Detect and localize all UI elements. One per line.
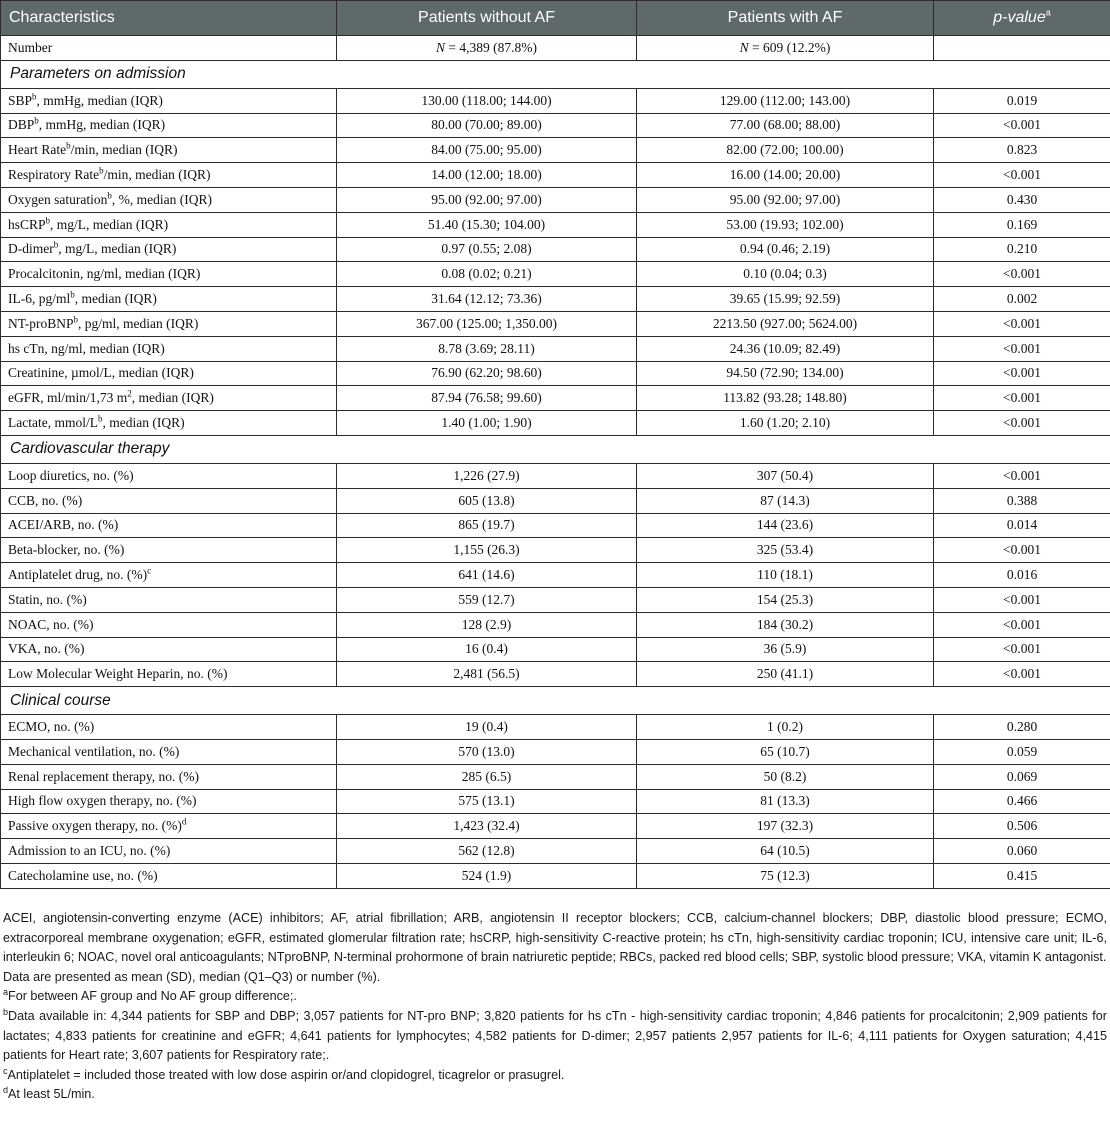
cell-pvalue: 0.002	[934, 287, 1110, 312]
footnote-c-marker: c	[3, 1065, 8, 1076]
row-label	[1, 612, 337, 637]
row-label-suffix: , median (IQR)	[74, 291, 157, 307]
cell-pvalue: 0.415	[934, 863, 1110, 888]
row-label-text: Respiratory Rate	[8, 167, 100, 183]
table-row	[1, 311, 1110, 336]
row-label-sup: d	[181, 816, 187, 827]
row-label-suffix: /min, median (IQR)	[103, 167, 211, 183]
row-label-text: Beta-blocker, no. (%)	[8, 542, 125, 558]
cell-without-af: 0.97 (0.55; 2.08)	[337, 237, 637, 262]
cell-with-af: 1.60 (1.20; 2.10)	[637, 411, 934, 436]
row-label	[1, 789, 337, 814]
row-label-text: Passive oxygen therapy, no. (%)	[8, 818, 182, 834]
number-label: Number	[1, 36, 337, 61]
row-label-suffix: , %, median (IQR)	[111, 191, 212, 207]
cell-without-af: 1,423 (32.4)	[337, 814, 637, 839]
footnote-a-marker: a	[3, 987, 9, 998]
number-with-n: N	[739, 39, 749, 55]
row-label-text: Mechanical ventilation, no. (%)	[8, 743, 180, 759]
table-body	[1, 36, 1110, 889]
row-label-suffix: , mg/L, median (IQR)	[58, 241, 177, 257]
cell-without-af: 31.64 (12.12; 73.36)	[337, 287, 637, 312]
row-label-text: Low Molecular Weight Heparin, no. (%)	[8, 666, 228, 682]
cell-with-af: 50 (8.2)	[637, 764, 934, 789]
cell-without-af: 641 (14.6)	[337, 563, 637, 588]
cell-pvalue: <0.001	[934, 262, 1110, 287]
row-label-sup: b	[107, 190, 112, 201]
row-label-sup: b	[99, 165, 104, 176]
row-label-suffix: , pg/ml, median (IQR)	[78, 315, 199, 331]
row-label-text: Catecholamine use, no. (%)	[8, 867, 158, 883]
cell-without-af: 16 (0.4)	[337, 637, 637, 662]
cell-with-af: 129.00 (112.00; 143.00)	[637, 88, 934, 113]
cell-without-af: 559 (12.7)	[337, 587, 637, 612]
cell-pvalue: <0.001	[934, 463, 1110, 488]
row-label	[1, 163, 337, 188]
cell-with-af: 64 (10.5)	[637, 839, 934, 864]
row-label-text: NT-proBNP	[8, 315, 74, 331]
footnote-data-presented: Data are presented as mean (SD), median (Q1–Q3) or number (%).	[3, 969, 381, 984]
cell-without-af: 128 (2.9)	[337, 612, 637, 637]
row-label-suffix: , mmHg, median (IQR)	[38, 117, 166, 133]
row-label-sup: b	[73, 314, 79, 325]
row-label-suffix: /min, median (IQR)	[70, 142, 178, 158]
cell-without-af: 80.00 (70.00; 89.00)	[337, 113, 637, 138]
row-label	[1, 287, 337, 312]
row-label-text: CCB, no. (%)	[8, 492, 83, 508]
row-label-text: SBP	[8, 92, 33, 108]
row-label	[1, 411, 337, 436]
header-pvalue-text: p-value	[993, 9, 1046, 26]
cell-with-af: 110 (18.1)	[637, 563, 934, 588]
cell-with-af: 65 (10.7)	[637, 739, 934, 764]
row-label-text: Loop diuretics, no. (%)	[8, 467, 134, 483]
table-row	[1, 513, 1110, 538]
number-without-af	[337, 36, 637, 61]
cell-without-af: 605 (13.8)	[337, 488, 637, 513]
table-row	[1, 212, 1110, 237]
row-label-sup: b	[97, 413, 103, 424]
cell-pvalue: <0.001	[934, 361, 1110, 386]
row-label	[1, 739, 337, 764]
cell-pvalue: 0.280	[934, 715, 1110, 740]
table-row	[1, 637, 1110, 662]
row-label-text: Admission to an ICU, no. (%)	[8, 843, 171, 858]
cell-with-af: 81 (13.3)	[637, 789, 934, 814]
row-label	[1, 187, 337, 212]
row-label-text: hs cTn, ng/ml, median (IQR)	[8, 340, 165, 356]
cell-pvalue: 0.210	[934, 237, 1110, 262]
table-row	[1, 287, 1110, 312]
header-without-af: Patients without AF	[337, 1, 637, 36]
table-row	[1, 187, 1110, 212]
table-row	[1, 237, 1110, 262]
cell-with-af: 36 (5.9)	[637, 637, 934, 662]
cell-without-af: 87.94 (76.58; 99.60)	[337, 386, 637, 411]
row-label	[1, 386, 337, 411]
table-row	[1, 764, 1110, 789]
cell-pvalue: <0.001	[934, 411, 1110, 436]
cell-with-af: 94.50 (72.90; 134.00)	[637, 361, 934, 386]
table-row	[1, 336, 1110, 361]
table-row	[1, 587, 1110, 612]
row-label	[1, 513, 337, 538]
row-label-sup: 2	[127, 388, 132, 399]
table-row	[1, 488, 1110, 513]
cell-with-af: 82.00 (72.00; 100.00)	[637, 138, 934, 163]
table-row	[1, 839, 1110, 864]
footnote-c-text: Antiplatelet = included those treated with low dose aspirin or/and clopidogrel, ticagrelor or prasugrel.	[7, 1067, 565, 1082]
cell-pvalue: 0.060	[934, 839, 1110, 864]
cell-with-af: 24.36 (10.09; 82.49)	[637, 336, 934, 361]
table-row	[1, 739, 1110, 764]
cell-with-af: 0.10 (0.04; 0.3)	[637, 262, 934, 287]
row-label-text: Oxygen saturation	[8, 191, 108, 207]
table-row	[1, 138, 1110, 163]
row-label	[1, 361, 337, 386]
cell-pvalue: <0.001	[934, 612, 1110, 637]
cell-pvalue: <0.001	[934, 311, 1110, 336]
header-pvalue	[934, 1, 1110, 36]
cell-without-af: 367.00 (125.00; 1,350.00)	[337, 311, 637, 336]
cell-with-af: 307 (50.4)	[637, 463, 934, 488]
footnote-d-text: At least 5L/min.	[8, 1087, 95, 1102]
row-label-suffix: , median (IQR)	[131, 390, 214, 406]
row-label	[1, 138, 337, 163]
table-row	[1, 262, 1110, 287]
row-label	[1, 113, 337, 138]
cell-without-af: 865 (19.7)	[337, 513, 637, 538]
cell-without-af: 51.40 (15.30; 104.00)	[337, 212, 637, 237]
cell-pvalue: <0.001	[934, 662, 1110, 687]
header-row	[1, 1, 1110, 36]
row-label-text: Lactate, mmol/L	[8, 415, 98, 431]
footnote-c	[3, 1066, 1107, 1086]
footnote-b	[3, 1007, 1107, 1066]
number-with-value: = 609 (12.2%)	[748, 39, 831, 55]
row-label	[1, 839, 337, 864]
row-label	[1, 311, 337, 336]
table-row	[1, 463, 1110, 488]
cell-without-af: 575 (13.1)	[337, 789, 637, 814]
table-row	[1, 563, 1110, 588]
row-label	[1, 863, 337, 888]
cell-with-af: 16.00 (14.00; 20.00)	[637, 163, 934, 188]
row-label-sup: b	[34, 115, 39, 126]
footnote-abbreviations: ACEI, angiotensin-converting enzyme (ACE) inhibitors; AF, atrial fibrillation; ARB, angiotensin II receptor blockers; CCB, calcium-channel blockers; DBP, diastolic blood pressure; ECMO, extracorporeal membrane oxygenation; eGFR, estimated glomerular filtration rate; hsCRP, high-sensitivity C-reactive protein; hs cTn, high-sensitivity cardiac troponin; ICU, intensive care unit; IL-6, interleukin 6; NOAC, novel oral anticoagulants; NTproBNP, N-terminal prohormone of brain natriuretic peptide; RBCs, packed red blood cells; SBP, systolic blood pressure; VKA, vitamin K antagonist.	[3, 911, 1107, 965]
row-label	[1, 587, 337, 612]
row-label-suffix: , median (IQR)	[102, 415, 185, 431]
cell-pvalue: 0.069	[934, 764, 1110, 789]
cell-with-af: 1 (0.2)	[637, 715, 934, 740]
row-label-text: High flow oxygen therapy, no. (%)	[8, 793, 197, 809]
row-label-text: DBP	[8, 117, 35, 133]
row-label	[1, 563, 337, 588]
cell-without-af: 1.40 (1.00; 1.90)	[337, 411, 637, 436]
cell-with-af: 154 (25.3)	[637, 587, 934, 612]
row-label	[1, 262, 337, 287]
cell-without-af: 0.08 (0.02; 0.21)	[337, 262, 637, 287]
cell-pvalue: 0.506	[934, 814, 1110, 839]
row-label-text: ECMO, no. (%)	[8, 719, 95, 735]
cell-pvalue: 0.016	[934, 563, 1110, 588]
row-label	[1, 463, 337, 488]
cell-pvalue: <0.001	[934, 386, 1110, 411]
row-label-text: eGFR, ml/min/1,73 m	[8, 390, 128, 406]
row-label-text: Creatinine, µmol/L, median (IQR)	[8, 365, 194, 381]
table-row	[1, 411, 1110, 436]
cell-without-af: 76.90 (62.20; 98.60)	[337, 361, 637, 386]
row-label	[1, 88, 337, 113]
table-row	[1, 113, 1110, 138]
cell-without-af: 95.00 (92.00; 97.00)	[337, 187, 637, 212]
section-row	[1, 687, 1110, 715]
cell-with-af: 39.65 (15.99; 92.59)	[637, 287, 934, 312]
section-row	[1, 435, 1110, 463]
table-row	[1, 538, 1110, 563]
number-pvalue	[934, 36, 1110, 61]
row-label-text: D-dimer	[8, 241, 54, 257]
header-characteristics: Characteristics	[1, 1, 337, 36]
row-label-text: Heart Rate	[8, 142, 67, 158]
cell-without-af: 1,155 (26.3)	[337, 538, 637, 563]
row-label-sup: b	[32, 91, 37, 102]
cell-without-af: 130.00 (118.00; 144.00)	[337, 88, 637, 113]
cell-with-af: 184 (30.2)	[637, 612, 934, 637]
table-row	[1, 612, 1110, 637]
cell-with-af: 113.82 (93.28; 148.80)	[637, 386, 934, 411]
cell-pvalue: 0.388	[934, 488, 1110, 513]
number-with-af	[637, 36, 934, 61]
table-row	[1, 88, 1110, 113]
row-label-sup: b	[53, 239, 59, 250]
row-label-text: hsCRP	[8, 216, 46, 232]
row-label-sup: b	[66, 140, 71, 151]
row-label-text: ACEI/ARB, no. (%)	[8, 517, 119, 533]
table-row	[1, 814, 1110, 839]
section-title: Parameters on admission	[1, 60, 1110, 88]
cell-pvalue: 0.169	[934, 212, 1110, 237]
row-label-text: Procalcitonin, ng/ml, median (IQR)	[8, 266, 201, 282]
row-label-text: NOAC, no. (%)	[8, 616, 94, 632]
table-row	[1, 789, 1110, 814]
cell-with-af: 75 (12.3)	[637, 863, 934, 888]
row-label-sup: b	[45, 215, 51, 226]
row-label-text: IL-6, pg/ml	[8, 291, 71, 307]
footnote-a	[3, 987, 1107, 1007]
row-label-sup: b	[70, 289, 75, 300]
number-row	[1, 36, 1110, 61]
row-label	[1, 637, 337, 662]
cell-without-af: 1,226 (27.9)	[337, 463, 637, 488]
cell-with-af: 197 (32.3)	[637, 814, 934, 839]
cell-pvalue: <0.001	[934, 538, 1110, 563]
header-with-af: Patients with AF	[637, 1, 934, 36]
cell-with-af: 0.94 (0.46; 2.19)	[637, 237, 934, 262]
table-row	[1, 662, 1110, 687]
cell-with-af: 2213.50 (927.00; 5624.00)	[637, 311, 934, 336]
table-row	[1, 361, 1110, 386]
table-row	[1, 163, 1110, 188]
cell-pvalue: <0.001	[934, 113, 1110, 138]
cell-with-af: 53.00 (19.93; 102.00)	[637, 212, 934, 237]
row-label-text: Antiplatelet drug, no. (%)	[8, 567, 148, 583]
cell-pvalue: <0.001	[934, 163, 1110, 188]
cell-without-af: 84.00 (75.00; 95.00)	[337, 138, 637, 163]
row-label	[1, 764, 337, 789]
cell-without-af: 8.78 (3.69; 28.11)	[337, 336, 637, 361]
section-row	[1, 60, 1110, 88]
cell-with-af: 250 (41.1)	[637, 662, 934, 687]
table-footnotes	[3, 909, 1107, 1105]
row-label-suffix: , mmHg, median (IQR)	[36, 92, 163, 108]
cell-pvalue: 0.823	[934, 138, 1110, 163]
cell-with-af: 144 (23.6)	[637, 513, 934, 538]
row-label-text: Renal replacement therapy, no. (%)	[8, 768, 200, 784]
cell-with-af: 77.00 (68.00; 88.00)	[637, 113, 934, 138]
table-row	[1, 386, 1110, 411]
cell-without-af: 570 (13.0)	[337, 739, 637, 764]
table-row	[1, 715, 1110, 740]
cell-pvalue: <0.001	[934, 587, 1110, 612]
header-pvalue-sup: a	[1045, 7, 1051, 18]
number-without-value: = 4,389 (87.8%)	[445, 39, 537, 55]
cell-with-af: 95.00 (92.00; 97.00)	[637, 187, 934, 212]
row-label	[1, 662, 337, 687]
cell-pvalue: 0.059	[934, 739, 1110, 764]
cell-pvalue: 0.014	[934, 513, 1110, 538]
cell-with-af: 325 (53.4)	[637, 538, 934, 563]
footnote-d-marker: d	[3, 1085, 9, 1096]
row-label	[1, 237, 337, 262]
row-label	[1, 212, 337, 237]
cell-without-af: 285 (6.5)	[337, 764, 637, 789]
cell-pvalue: <0.001	[934, 637, 1110, 662]
row-label	[1, 538, 337, 563]
row-label-sup: c	[147, 565, 152, 576]
row-label	[1, 814, 337, 839]
row-label-suffix: , mg/L, median (IQR)	[50, 216, 169, 232]
row-label	[1, 488, 337, 513]
row-label-text: VKA, no. (%)	[8, 641, 85, 657]
row-label	[1, 715, 337, 740]
footnote-d	[3, 1085, 1107, 1105]
cell-without-af: 19 (0.4)	[337, 715, 637, 740]
cell-without-af: 2,481 (56.5)	[337, 662, 637, 687]
cell-without-af: 562 (12.8)	[337, 839, 637, 864]
cell-without-af: 14.00 (12.00; 18.00)	[337, 163, 637, 188]
footnote-b-marker: b	[3, 1006, 9, 1017]
section-title: Cardiovascular therapy	[1, 435, 1110, 463]
cell-pvalue: <0.001	[934, 336, 1110, 361]
row-label-text: Statin, no. (%)	[8, 591, 87, 607]
cell-pvalue: 0.019	[934, 88, 1110, 113]
cell-pvalue: 0.430	[934, 187, 1110, 212]
row-label	[1, 336, 337, 361]
cell-without-af: 524 (1.9)	[337, 863, 637, 888]
footnote-b-text: Data available in: 4,344 patients for SBP and DBP; 3,057 patients for NT-pro BNP; 3,820 patients for hs cTn - high-sensitivity cardiac troponin; 4,846 patients for procalcitonin; 2,909 patients for lactates; 4,833 patients for creatinine and eGFR; 4,641 patients for lymphocytes; 4,582 patients for D-dimer; 2,957 patients 2,957 patients for IL-6; 4,111 patients for Oxygen saturation; 4,415 patients for Heart rate; 3,607 patients for Respiratory rate;.	[3, 1008, 1107, 1063]
cell-with-af: 87 (14.3)	[637, 488, 934, 513]
number-without-n: N	[436, 39, 446, 55]
table-row	[1, 863, 1110, 888]
section-title: Clinical course	[1, 687, 1110, 715]
footnote-a-text: For between AF group and No AF group difference;.	[8, 989, 297, 1004]
cell-pvalue: 0.466	[934, 789, 1110, 814]
